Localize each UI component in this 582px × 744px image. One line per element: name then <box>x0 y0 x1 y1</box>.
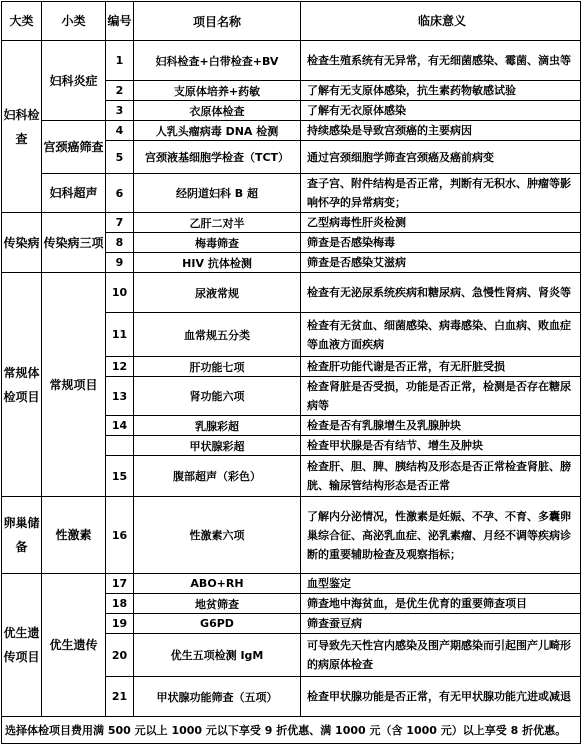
table-row <box>2 497 581 574</box>
subcategory-cell: 优生遗传 <box>42 574 106 717</box>
item-number <box>106 436 134 456</box>
item-name: 宫颈液基细胞学检查（TCT） <box>134 141 301 174</box>
category-cell: 优生遗传项目 <box>2 574 42 717</box>
item-name: 经阴道妇科 B 超 <box>134 174 301 213</box>
item-name: 血常规五分类 <box>134 313 301 357</box>
item-name: 尿液常规 <box>134 273 301 313</box>
item-number: 7 <box>106 213 134 233</box>
item-significance: 乙型病毒性肝炎检测 <box>301 213 581 233</box>
table-row <box>2 121 581 141</box>
category-cell: 卵巢储备 <box>2 497 42 574</box>
item-number: 10 <box>106 273 134 313</box>
item-number: 2 <box>106 81 134 101</box>
item-significance: 查子宫、附件结构是否正常，判断有无积水、肿瘤等影响怀孕的异常病变； <box>301 174 581 213</box>
item-number: 1 <box>106 41 134 81</box>
header-subcategory: 小类 <box>42 2 106 41</box>
item-number: 8 <box>106 233 134 253</box>
item-number: 13 <box>106 377 134 416</box>
header-item-name: 项目名称 <box>134 2 301 41</box>
table-row <box>2 174 581 213</box>
item-significance: 了解有无支原体感染，抗生素药物敏感试验 <box>301 81 581 101</box>
item-name: ABO+RH <box>134 574 301 594</box>
item-name: 性激素六项 <box>134 497 301 574</box>
item-significance: 筛查是否感染艾滋病 <box>301 253 581 273</box>
item-number: 20 <box>106 634 134 677</box>
item-name: 梅毒筛查 <box>134 233 301 253</box>
item-number: 12 <box>106 357 134 377</box>
item-name: 甲状腺彩超 <box>134 436 301 456</box>
item-significance: 检查甲状腺是否有结节、增生及肿块 <box>301 436 581 456</box>
item-significance: 了解有无衣原体感染 <box>301 101 581 121</box>
header-row <box>2 2 581 41</box>
item-name: 腹部超声（彩色） <box>134 456 301 497</box>
item-significance: 检查肾脏是否受损，功能是否正常，检测是否存在糖尿病等 <box>301 377 581 416</box>
item-significance: 了解内分泌情况，性激素是妊娠、不孕、不育、多囊卵巢综合征、高泌乳血症、泌乳素瘤、月经不调等疾病诊断的重要辅助检查及观察指标； <box>301 497 581 574</box>
item-number: 19 <box>106 614 134 634</box>
item-number: 18 <box>106 594 134 614</box>
item-name: 乙肝二对半 <box>134 213 301 233</box>
subcategory-cell: 常规项目 <box>42 273 106 497</box>
discount-note: 选择体检项目费用满 500 元以上 1000 元以下享受 9 折优惠、满 1000 元（含 1000 元）以上享受 8 折优惠。 <box>2 717 581 744</box>
item-significance: 筛查是否感染梅毒 <box>301 233 581 253</box>
item-number: 11 <box>106 313 134 357</box>
item-number: 3 <box>106 101 134 121</box>
item-name: HIV 抗体检测 <box>134 253 301 273</box>
item-number: 15 <box>106 456 134 497</box>
item-significance: 可导致先天性宫内感染及围产期感染而引起围产儿畸形的病原体检查 <box>301 634 581 677</box>
item-significance: 持续感染是导致宫颈癌的主要病因 <box>301 121 581 141</box>
table-row <box>2 213 581 233</box>
item-name: 地贫筛查 <box>134 594 301 614</box>
item-name: 衣原体检查 <box>134 101 301 121</box>
item-significance: 检查肝功能代谢是否正常，有无肝脏受损 <box>301 357 581 377</box>
item-name: 肾功能六项 <box>134 377 301 416</box>
item-number: 16 <box>106 497 134 574</box>
subcategory-cell: 性激素 <box>42 497 106 574</box>
subcategory-cell: 宫颈癌筛查 <box>42 121 106 174</box>
header-category: 大类 <box>2 2 42 41</box>
item-name: 优生五项检测 IgM <box>134 634 301 677</box>
table-row <box>2 574 581 594</box>
table-row <box>2 273 581 313</box>
category-cell: 常规体检项目 <box>2 273 42 497</box>
item-name: G6PD <box>134 614 301 634</box>
category-cell: 妇科检查 <box>2 41 42 213</box>
category-cell: 传染病 <box>2 213 42 273</box>
footer-row <box>2 717 581 744</box>
item-significance: 检查是否有乳腺增生及乳腺肿块 <box>301 416 581 436</box>
item-significance: 检查肝、胆、脾、胰结构及形态是否正常检查肾脏、膀胱、输尿管结构形态是否正常 <box>301 456 581 497</box>
subcategory-cell: 传染病三项 <box>42 213 106 273</box>
header-significance: 临床意义 <box>301 2 581 41</box>
item-significance: 检查甲状腺功能是否正常，有无甲状腺功能亢进或减退 <box>301 677 581 717</box>
item-name: 妇科检查+白带检查+BV <box>134 41 301 81</box>
item-number: 5 <box>106 141 134 174</box>
item-name: 肝功能七项 <box>134 357 301 377</box>
item-significance: 检查生殖系统有无异常，有无细菌感染、霉菌、滴虫等 <box>301 41 581 81</box>
item-significance: 检查有无贫血、细菌感染、病毒感染、白血病、败血症等血液方面疾病 <box>301 313 581 357</box>
item-number: 6 <box>106 174 134 213</box>
item-significance: 检查有无泌尿系统疾病和糖尿病、急慢性肾病、肾炎等 <box>301 273 581 313</box>
item-name: 甲状腺功能筛查（五项） <box>134 677 301 717</box>
item-significance: 筛查地中海贫血，是优生优育的重要筛查项目 <box>301 594 581 614</box>
header-number: 编号 <box>106 2 134 41</box>
item-significance: 血型鉴定 <box>301 574 581 594</box>
exam-table <box>1 1 581 744</box>
item-name: 乳腺彩超 <box>134 416 301 436</box>
table-row <box>2 41 581 81</box>
item-number: 4 <box>106 121 134 141</box>
item-significance: 筛查蚕豆病 <box>301 614 581 634</box>
item-number: 17 <box>106 574 134 594</box>
subcategory-cell: 妇科超声 <box>42 174 106 213</box>
subcategory-cell: 妇科炎症 <box>42 41 106 121</box>
item-number: 21 <box>106 677 134 717</box>
item-name: 支原体培养+药敏 <box>134 81 301 101</box>
item-significance: 通过宫颈细胞学筛查宫颈癌及癌前病变 <box>301 141 581 174</box>
item-name: 人乳头瘤病毒 DNA 检测 <box>134 121 301 141</box>
item-number: 9 <box>106 253 134 273</box>
item-number: 14 <box>106 416 134 436</box>
